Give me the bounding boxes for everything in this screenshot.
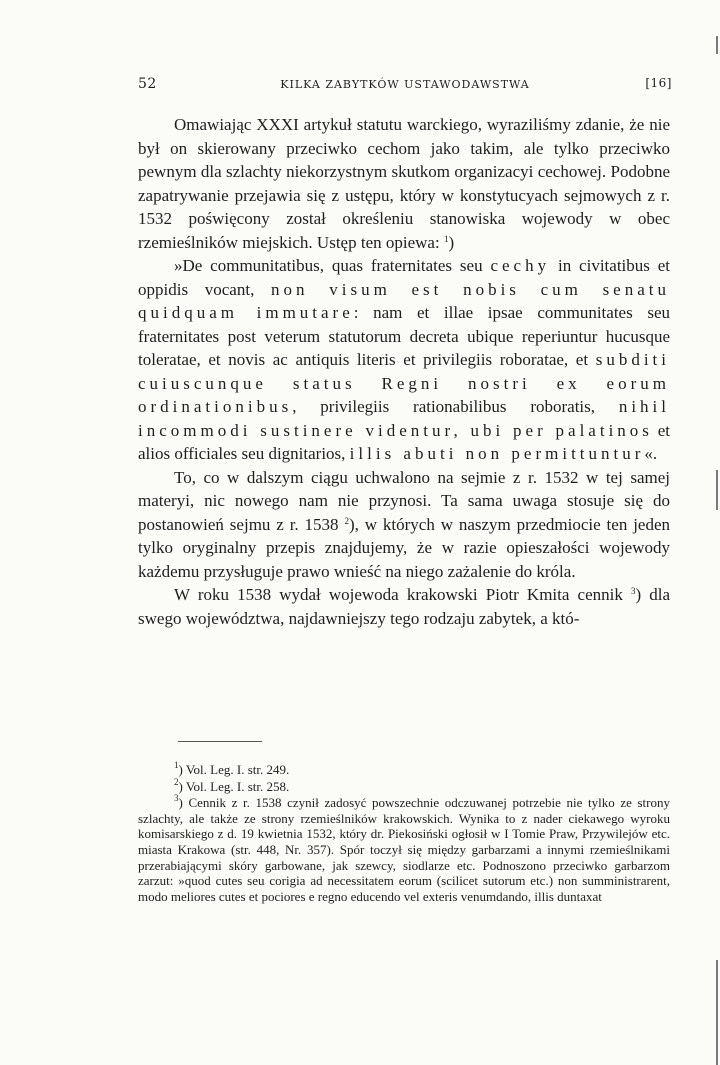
scan-edge-mark [716,960,718,1065]
paragraph-2-quotation: »De communitatibus, quas fraternitates seu cechy in civitatibus et oppidis vocant, non visum est nobis cum senatu quidquam immutare: nam et illae ipsae communitates seu fraternitates post veterum statutorum decreta ubique reperiuntur hucusque toleratae, et novis ac antiquis literis et privilegiis roboratae, et subditi cuiuscunque status Regni nostri ex eorum ordinationibus, privilegiis rationabilibus roboratis, nihil incommodi sustinere videntur, ubi per palatinos et alios officiales seu dignitarios, illis abuti non permittuntur«. [138,256,671,463]
paragraph-4: W roku 1538 wydał wojewoda krakowski Piotr Kmita cennik $^3$) dla swego województwa, najdawniejszy tego rodzaju zabytek, a któ- [138,585,670,628]
footnote-2: $^2$) Vol. Leg. I. str. 258. [174,776,290,794]
footnote-ref-3: 3 [630,586,636,596]
footnote-1: $^1$) Vol. Leg. I. str. 249. [174,760,290,777]
running-header [138,76,672,96]
footnote-ref-1: 1 [443,233,449,244]
spaced-emphasis: illis abuti non permittuntur [349,444,645,463]
spaced-emphasis: subditi cuiuscunque status Regni nostri ex eorum ordinationibus [138,350,671,416]
spaced-emphasis: nihil incommodi sustinere videntur, ubi per palatinos [138,397,670,440]
paragraph-3: To, co w dalszym ciągu uchwalono na sejmie z r. 1532 w tej samej materyi, nic nowego nam nie przynosi. Ta sama uwaga stosuje się do postanowień sejmu z r. 1538 $^2$), w których w naszym przedmiocie ten jeden tylko oryginalny przepis znajdujemy, że w razie opieszałości wojewody każdemu przysługuje prawo wnieść na niego zażalenie do króla. [138,467,671,581]
running-title: KILKA ZABYTKÓW USTAWODAWSTWA [280,78,530,91]
scan-edge-mark [716,36,718,54]
spaced-emphasis: cechy [490,256,551,275]
footnote-3: $^3$) Cennik z r. 1538 czynił zadosyć powszechnie odczuwanej potrzebie nie tylko ze strony szlachty, ale także ze strony rzemieślników krakowskich. Wynika to z nader ciekawego wyroku komisarskiego z d. 19 kwietnia 1532, który dr. Piekosiński ogłosił w I Tomie Praw, Przywilejów etc. miasta Krakowa (str. 448, Nr. 357). Spór toczył się między garbarzami a innymi rzemieślnikami przerabiającymi skóry garbowane, jak szewcy, siodlarze etc. Podnoszono przeciwko garbarzom zarzut: »quod cutes seu corigia ad necessitatem eorum (scilicet sutorum etc.) non sumministrarent, modo meliores cutes et pociores e regno educendo vel exteris venumdando, illis duntaxat [138,793,670,904]
main-text [138,113,670,630]
page-number: 52 [138,76,157,92]
scan-edge-mark [716,470,718,510]
spaced-emphasis: non visum est nobis cum senatu quidquam immutare [138,279,670,322]
paragraph-1: Omawiając XXXI artykuł statutu warckiego, wyraziliśmy zdanie, że nie był on skierowany przeciwko cechom jako takim, ale tylko przeciwko pewnym dla szlachty niekorzystnym skutkom organizacyi cechowej. Podobne zapatrywanie przejawia się z ustępu, który w konstytucyach sejmowych z r. 1532 poświęcony został określeniu stanowiska wojewody w obec rzemieślników miejskich. Ustęp ten opiewa: $^1$) [138,115,670,252]
footnote-ref-2: 2 [344,515,349,526]
footnote-divider [178,741,262,742]
sheet-mark: [16] [645,76,672,90]
footnotes [138,762,670,904]
